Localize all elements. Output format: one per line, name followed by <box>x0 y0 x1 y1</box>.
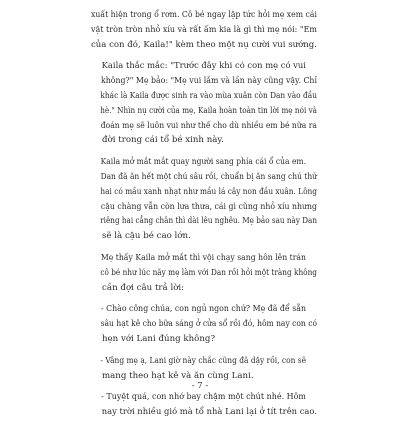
text-line: sâu hạt kê cho bữa sáng ở cửa sổ rồi đó, hôm nay con có <box>100 319 317 330</box>
text-line: hẹn với Lani đúng không? <box>102 333 216 344</box>
paragraph <box>91 155 317 244</box>
paragraph <box>91 251 317 295</box>
text-line: Dan đã ăn hết một chú sâu rồi, chuẩn bị ăn sang chú thứ <box>100 171 317 182</box>
text-line: riêng hai cẳng chân thì dài lêu nghêu. Mẹ bảo sau này Dan <box>100 216 318 227</box>
text-line: nay trời nhiều gió mà tổ nhà Lani lại ở tít trên cao. <box>101 407 318 418</box>
text-line: - Chào công chúa, con ngủ ngon chứ? Mẹ đã để sẵn <box>100 304 306 315</box>
text-line: của con đó, Kaila!" kèm theo một nụ cười vui sướng. <box>91 39 317 50</box>
text-line: - Vâng mẹ ạ, Lani giờ này chắc cũng đã dậy rồi, con sẽ <box>100 355 306 366</box>
text-line: mang theo hạt kê và ăn cùng Lani. <box>102 370 254 381</box>
paragraph <box>91 354 317 384</box>
text-line: - Tuyệt quá, con nhớ bay chậm một chút nhé. Hôm <box>101 392 306 403</box>
text-line: sẽ là cậu bé cao lớn. <box>102 231 191 242</box>
text-line: vật tròn tròn nhỏ xíu và rất ấm kia là gì thì mẹ nói: "Em <box>91 24 318 35</box>
text-line: Kaila mở mắt mắt quay người sang phía cái ổ của em. <box>100 157 306 168</box>
paragraph <box>91 8 317 52</box>
text-line: hai có mầu xanh nhạt như mầu lá cây non đầu xuân. Lông <box>100 186 317 197</box>
text-line: cần đợi câu trả lời: <box>102 282 185 293</box>
text-line: cô bé như lúc nãy mẹ làm với Dan rồi hỏi một tràng không <box>100 267 317 278</box>
text-line: khác là Kaila được sinh ra vào mùa xuân còn Dan vào đầu <box>100 90 317 101</box>
page-number: - 7 - <box>191 381 209 391</box>
paragraph <box>91 390 317 420</box>
text-line: xuất hiện trong ổ rơm. Cô bé ngay lập tức hỏi mẹ xem cái <box>91 10 318 20</box>
text-line: đoán mẹ sẽ luôn vui như thế cho dù nhiều em bé nữa ra <box>100 120 317 131</box>
body-text <box>91 8 317 427</box>
text-line: không?" Mẹ bảo: "Mẹ vui lắm và lần này cũng vậy. Chỉ <box>100 76 317 87</box>
text-line: cậu chàng vẫn còn lưa thưa, cái gì cũng nhỏ xíu nhưng <box>100 201 318 212</box>
paragraph <box>91 59 317 148</box>
paragraph <box>91 302 317 346</box>
text-line: đời trong cái tổ bé xinh này. <box>102 135 224 146</box>
text-line: Kaila thắc mắc: "Trước đây khi có con mẹ có vui <box>101 61 306 72</box>
text-line: hè." Nhìn nụ cười của mẹ, Kaila hoàn toàn tin lời mẹ nói và <box>100 105 318 116</box>
text-line: Mẹ thấy Kaila mở mắt thì vội chạy sang hôn lên trán <box>100 252 307 263</box>
